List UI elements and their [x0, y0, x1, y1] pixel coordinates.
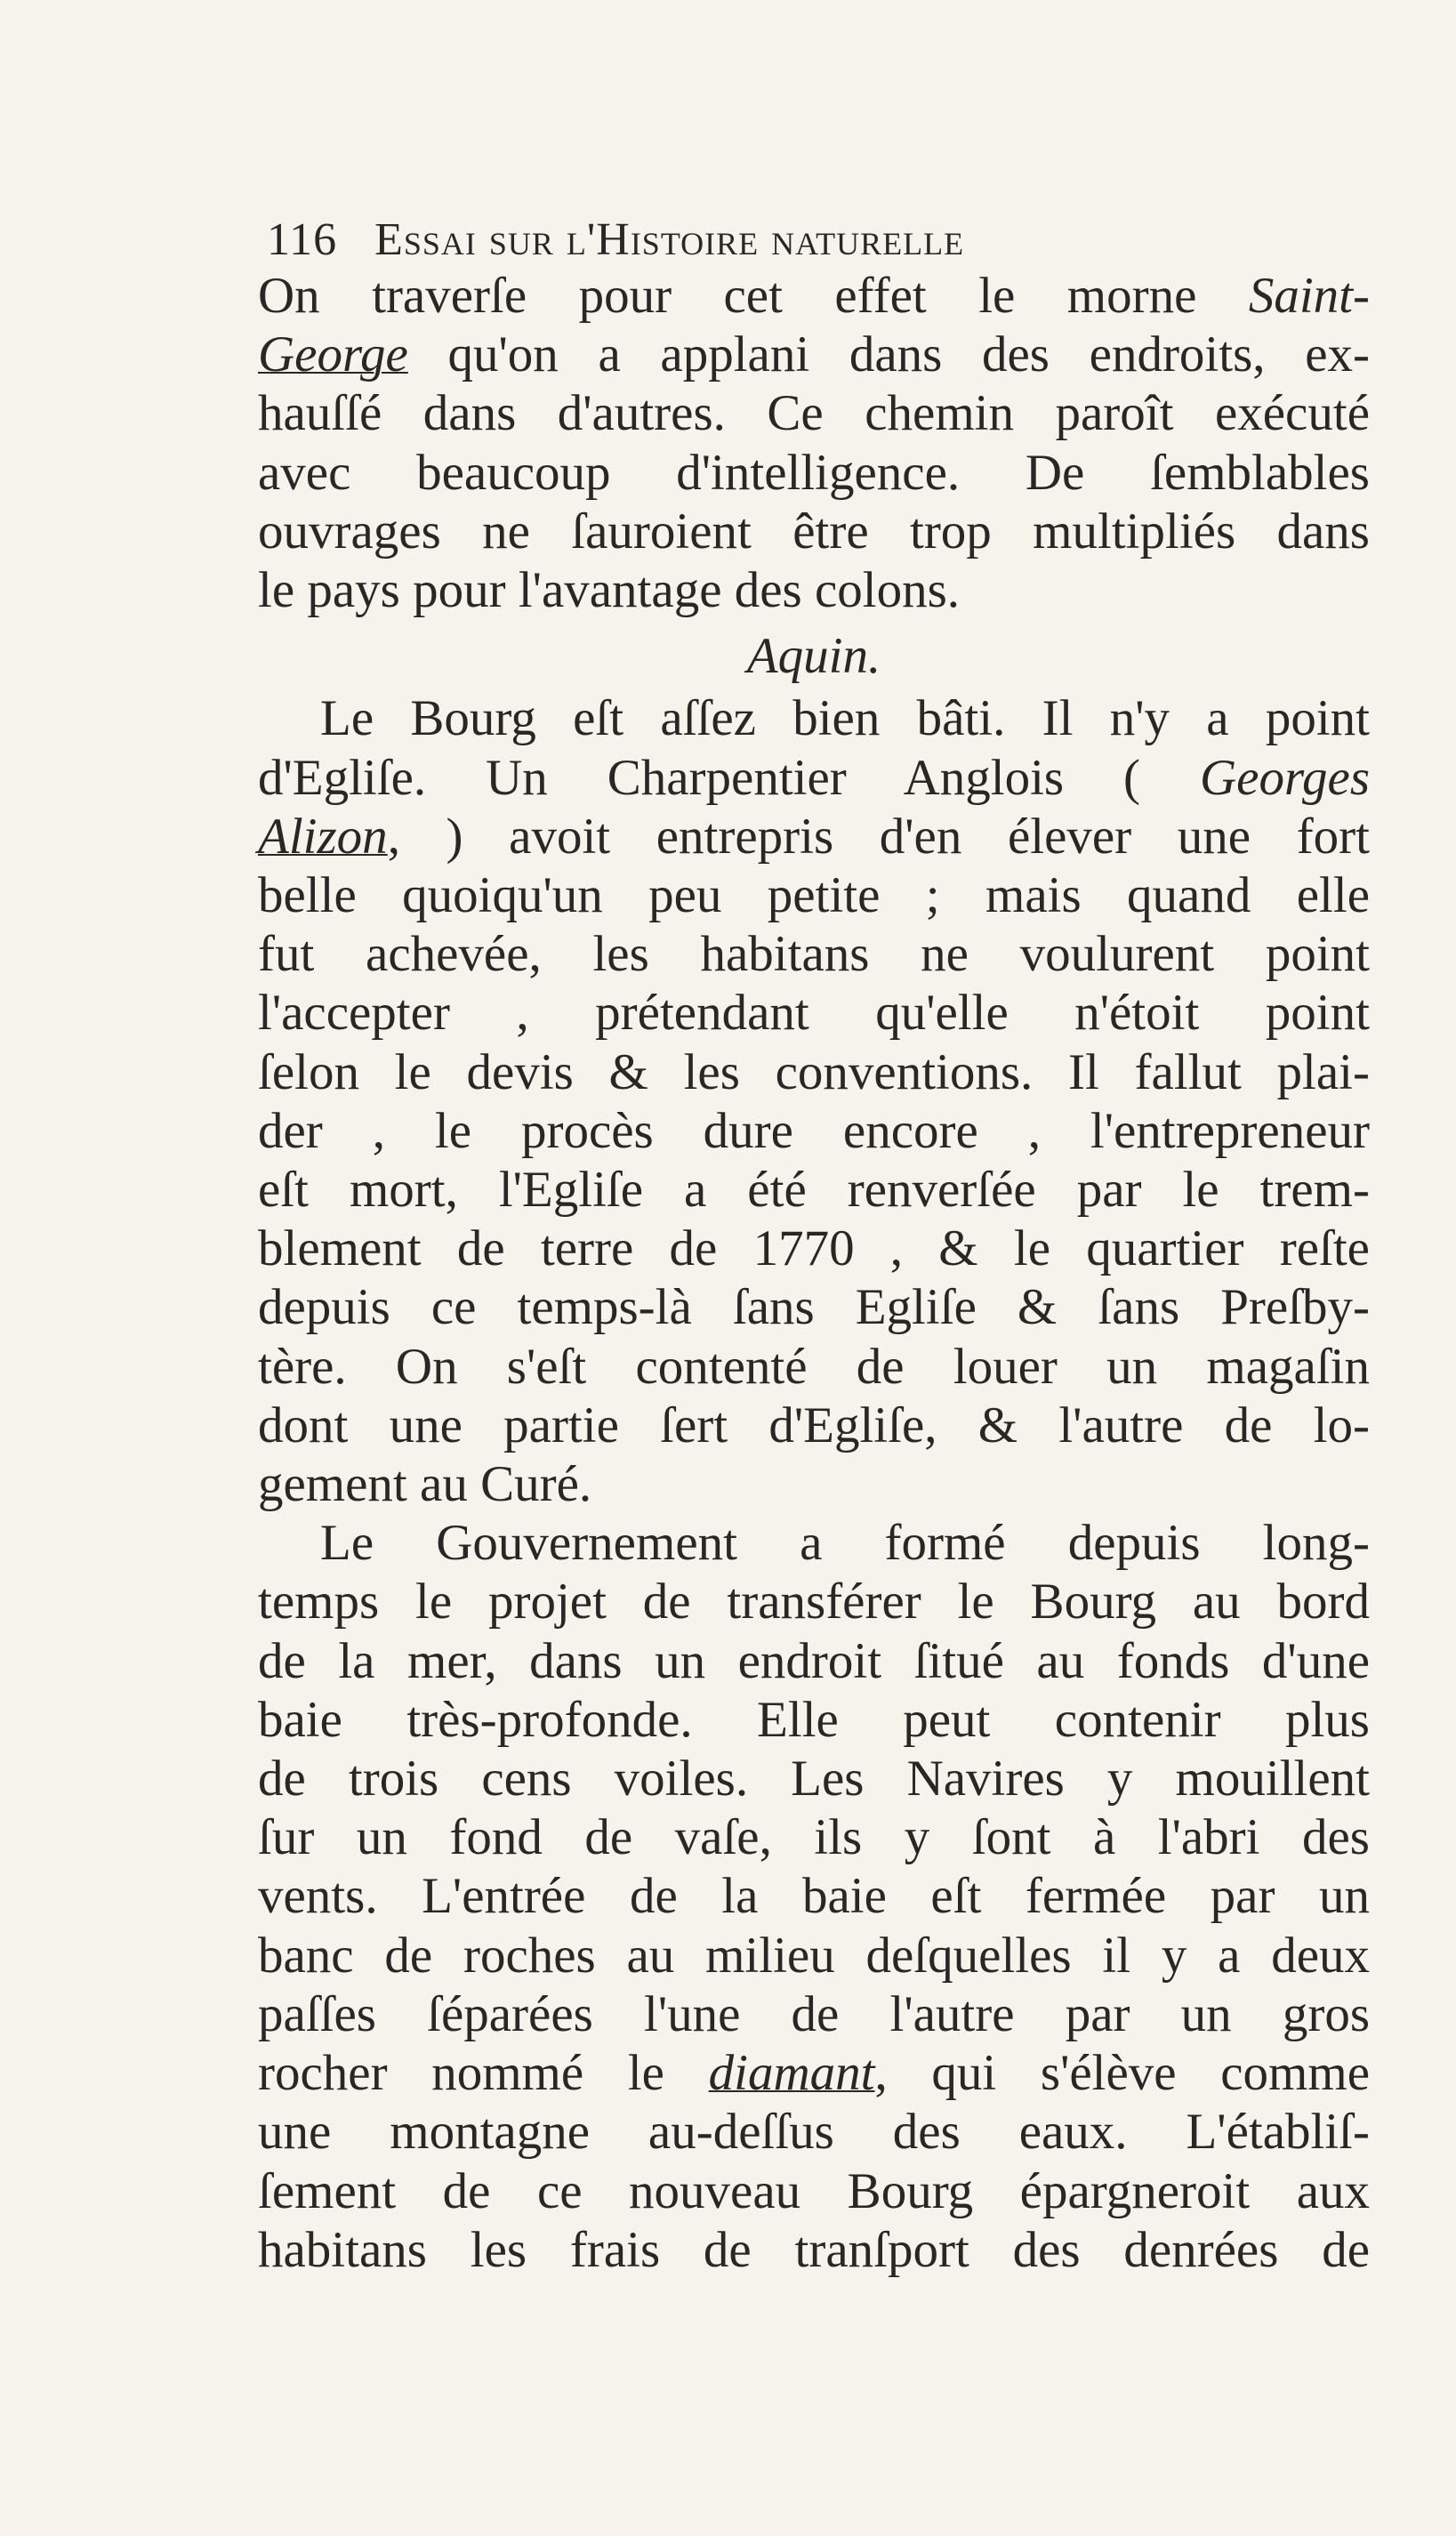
text-segment: d'Egliſe. Un Charpentier Anglois ( — [258, 749, 1200, 806]
text-line — [258, 1278, 1370, 1337]
text-line — [258, 1161, 1370, 1220]
text-line — [258, 444, 1370, 503]
text-line — [258, 561, 1370, 620]
text-segment: der , le procès dure encore , l'entrepreneur — [258, 1102, 1370, 1159]
italic-text: Alizon — [258, 808, 388, 865]
text-line — [258, 749, 1370, 808]
text-line — [258, 384, 1370, 443]
text-line — [258, 1691, 1370, 1750]
text-segment: On traverſe pour cet effet le morne — [258, 268, 1249, 324]
text-segment: banc de roches au milieu deſquelles il y a deux — [258, 1927, 1370, 1984]
text-line — [258, 808, 1370, 866]
text-line — [258, 503, 1370, 561]
text-line — [258, 2162, 1370, 2221]
text-segment: Le Gouvernement a formé depuis long- — [320, 1515, 1370, 1572]
text-segment: l'accepter , prétendant qu'elle n'étoit point — [258, 985, 1370, 1042]
running-title: Essai sur l'Histoire naturelle — [374, 214, 965, 265]
text-line — [258, 1220, 1370, 1278]
text-line — [258, 1338, 1370, 1397]
text-segment: fut achevée, les habitans ne voulurent point — [258, 926, 1370, 983]
running-header — [267, 213, 1370, 266]
text-segment: une montagne au-deſſus des eaux. L'établiſ- — [258, 2104, 1370, 2161]
text-segment: , ) avoit entrepris d'en élever une fort — [387, 808, 1370, 865]
text-segment: Le Bourg eſt aſſez bien bâti. Il n'y a point — [320, 690, 1370, 747]
text-segment: le pays pour l'avantage des colons. — [258, 562, 961, 619]
text-segment: ouvrages ne ſauroient être trop multipliés dans — [258, 503, 1370, 560]
text-segment: belle quoiqu'un peu petite ; mais quand elle — [258, 867, 1370, 924]
text-line — [258, 1985, 1370, 2044]
text-segment: dont une partie ſert d'Egliſe, & l'autre de lo- — [258, 1397, 1370, 1453]
text-line — [258, 1102, 1370, 1161]
text-segment: avec beaucoup d'intelligence. De ſemblables — [258, 444, 1370, 501]
text-segment: habitans les frais de tranſport des denrées de — [258, 2221, 1370, 2278]
text-line — [258, 2103, 1370, 2162]
text-line — [258, 1514, 1370, 1573]
text-segment: qu'on a applani dans des endroits, ex- — [407, 326, 1370, 383]
text-line — [258, 1455, 1370, 1514]
text-line — [258, 1397, 1370, 1455]
text-line — [258, 866, 1370, 925]
text-segment: de trois cens voiles. Les Navires y mouillent — [258, 1751, 1370, 1807]
text-segment: rocher nommé le — [258, 2045, 709, 2102]
text-line — [258, 689, 1370, 748]
text-segment: blement de terre de 1770 , & le quartier reſte — [258, 1220, 1370, 1277]
italic-text: Saint- — [1248, 268, 1370, 324]
text-line — [258, 1750, 1370, 1808]
text-segment: hauſſé dans d'autres. Ce chemin paroît exécuté — [258, 385, 1370, 442]
italic-text: George — [258, 326, 408, 383]
text-segment: depuis ce temps-là ſans Egliſe & ſans Preſby- — [258, 1279, 1370, 1336]
text-segment: temps le projet de transférer le Bourg au bord — [258, 1574, 1370, 1630]
text-segment: tère. On s'eſt contenté de louer un magaſin — [258, 1338, 1370, 1395]
italic-text: diamant — [708, 2045, 875, 2102]
text-line — [258, 2221, 1370, 2280]
text-segment: ſelon le devis & les conventions. Il fallut plai- — [258, 1043, 1370, 1100]
page-number: 116 — [267, 214, 338, 265]
text-line — [258, 326, 1370, 384]
text-line — [258, 1632, 1370, 1691]
text-line — [258, 1043, 1370, 1102]
page-body — [258, 267, 1370, 2280]
text-segment: ſur un fond de vaſe, ils y ſont à l'abri des — [258, 1809, 1370, 1866]
text-segment: paſſes ſéparées l'une de l'autre par un gros — [258, 1985, 1370, 2042]
text-line — [258, 1808, 1370, 1867]
text-segment: vents. L'entrée de la baie eſt fermée par un — [258, 1868, 1370, 1925]
text-segment: eſt mort, l'Egliſe a été renverſée par le trem- — [258, 1162, 1370, 1219]
text-segment: ſement de ce nouveau Bourg épargneroit aux — [258, 2162, 1370, 2219]
text-line — [258, 2044, 1370, 2103]
text-segment: , qui s'élève comme — [874, 2045, 1370, 2102]
text-segment: gement au Curé. — [258, 1456, 592, 1513]
text-line — [258, 984, 1370, 1043]
italic-text: Georges — [1199, 749, 1370, 806]
text-segment: baie très-profonde. Elle peut contenir plus — [258, 1691, 1370, 1748]
text-line — [258, 925, 1370, 984]
text-segment: de la mer, dans un endroit ſitué au fonds d'une — [258, 1632, 1370, 1689]
section-heading: Aquin. — [746, 628, 881, 685]
text-line — [258, 1927, 1370, 1985]
text-line — [258, 267, 1370, 326]
text-line — [258, 1573, 1370, 1631]
text-line — [258, 1867, 1370, 1926]
